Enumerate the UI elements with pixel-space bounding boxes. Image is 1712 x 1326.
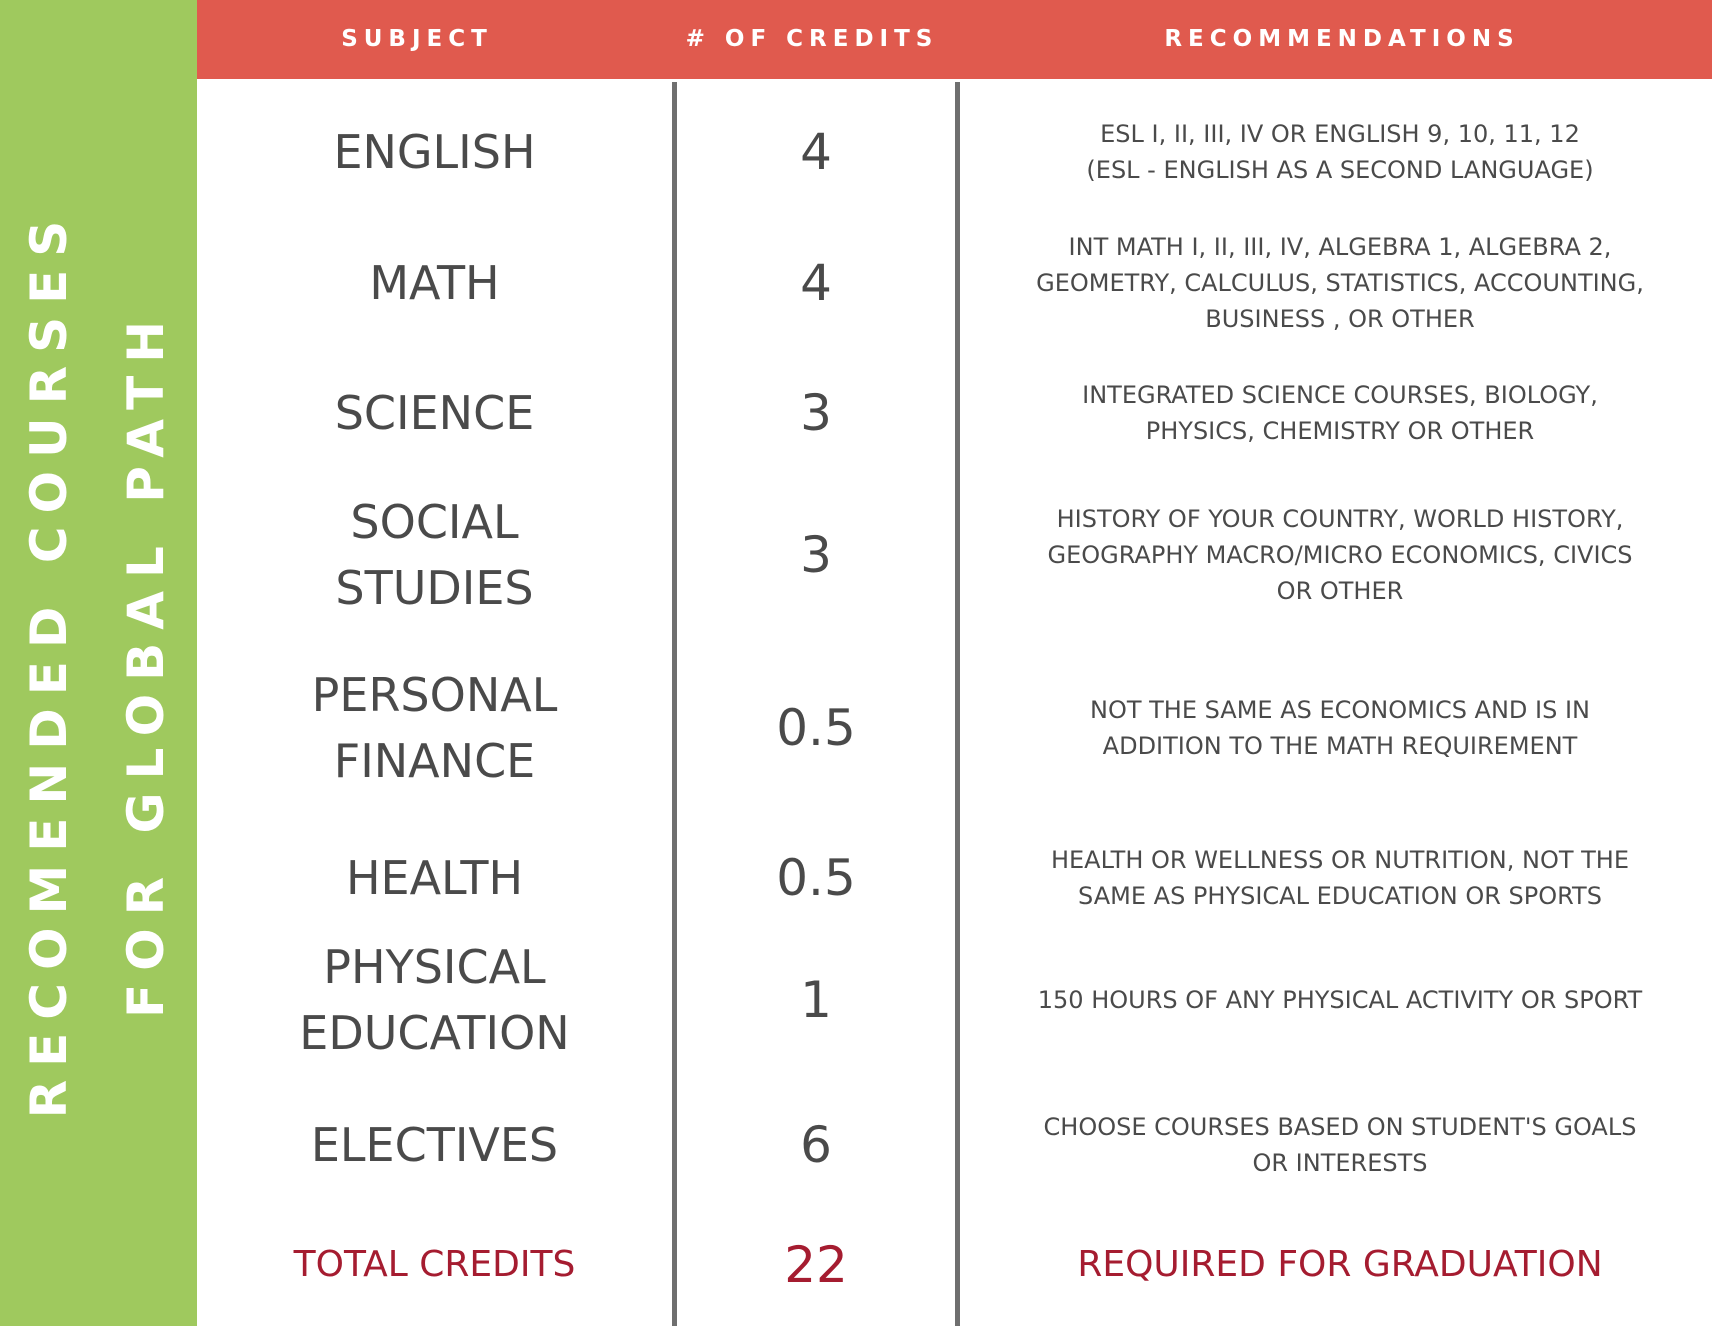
table-row bbox=[197, 475, 1712, 635]
row-subject bbox=[197, 815, 672, 940]
table-row bbox=[197, 350, 1712, 475]
table-row bbox=[197, 215, 1712, 350]
header-credits: # OF CREDITS bbox=[685, 26, 939, 52]
row-recommendation bbox=[980, 215, 1700, 350]
total-subject: TOTAL CREDITS bbox=[293, 1244, 576, 1285]
row-recommendation-line: HISTORY OF YOUR COUNTRY, WORLD HISTORY, bbox=[1056, 505, 1624, 533]
row-subject-line: HEALTH bbox=[345, 850, 524, 905]
row-subject-line: MATH bbox=[369, 255, 500, 310]
sidebar-title-line2: FOR GLOBAL PATH bbox=[117, 307, 175, 1019]
row-subject bbox=[197, 92, 672, 212]
row-recommendation-line: ADDITION TO THE MATH REQUIREMENT bbox=[1102, 731, 1578, 760]
table-header bbox=[197, 0, 1712, 79]
total-recommendation: REQUIRED FOR GRADUATION bbox=[1077, 1244, 1603, 1285]
table-row bbox=[197, 640, 1712, 815]
row-subject bbox=[197, 640, 672, 815]
total-credits: 22 bbox=[784, 1236, 848, 1294]
row-recommendation bbox=[980, 930, 1700, 1070]
row-recommendation-line: OR OTHER bbox=[1276, 577, 1404, 605]
table-row bbox=[197, 815, 1712, 940]
row-recommendation-line: SAME AS PHYSICAL EDUCATION OR SPORTS bbox=[1078, 881, 1602, 910]
row-subject-line: FINANCE bbox=[333, 733, 536, 788]
row-subject-line: PERSONAL bbox=[311, 667, 558, 722]
row-recommendation-line: HEALTH OR WELLNESS OR NUTRITION, NOT THE bbox=[1050, 845, 1630, 874]
row-recommendation-line: BUSINESS , OR OTHER bbox=[1205, 304, 1475, 333]
row-recommendation-line: INTEGRATED SCIENCE COURSES, BIOLOGY, bbox=[1082, 380, 1598, 409]
row-credits: 1 bbox=[800, 971, 832, 1029]
total-row bbox=[197, 1210, 1712, 1320]
row-credits: 4 bbox=[800, 253, 832, 312]
row-subject bbox=[197, 1085, 672, 1205]
row-subject-line: ENGLISH bbox=[333, 125, 536, 179]
row-subject-line: EDUCATION bbox=[299, 1006, 570, 1060]
row-credits: 6 bbox=[800, 1116, 832, 1174]
row-credits: 3 bbox=[800, 383, 832, 442]
row-subject bbox=[197, 930, 672, 1070]
sidebar-banner bbox=[0, 0, 197, 1326]
row-credits: 4 bbox=[800, 123, 832, 181]
table-row bbox=[197, 1085, 1712, 1205]
row-recommendation bbox=[980, 350, 1700, 475]
row-recommendation bbox=[980, 815, 1700, 940]
row-subject-line: SOCIAL bbox=[350, 495, 519, 549]
row-recommendation bbox=[980, 1085, 1700, 1205]
sidebar-title-line1: RECOMENDED COURSES bbox=[20, 207, 78, 1119]
header-recommendations: RECOMMENDATIONS bbox=[1164, 26, 1520, 52]
row-subject-line: STUDIES bbox=[335, 561, 534, 615]
row-recommendation-line: OR INTERESTS bbox=[1252, 1149, 1428, 1177]
row-recommendation-line: NOT THE SAME AS ECONOMICS AND IS IN bbox=[1089, 695, 1591, 724]
row-credits: 3 bbox=[800, 526, 832, 584]
header-subject: SUBJECT bbox=[341, 26, 493, 52]
row-recommendation bbox=[980, 475, 1700, 635]
row-recommendation bbox=[980, 92, 1700, 212]
row-recommendation-line: GEOGRAPHY MACRO/MICRO ECONOMICS, CIVICS bbox=[1047, 541, 1633, 569]
row-recommendation-line: CHOOSE COURSES BASED ON STUDENT'S GOALS bbox=[1043, 1113, 1637, 1141]
row-recommendation-line: (ESL - ENGLISH AS A SECOND LANGUAGE) bbox=[1086, 156, 1594, 184]
row-subject bbox=[197, 215, 672, 350]
row-subject-line: SCIENCE bbox=[334, 385, 535, 440]
row-recommendation bbox=[980, 640, 1700, 815]
sidebar-title bbox=[1, 133, 195, 1193]
row-recommendation-line: ESL I, II, III, IV OR ENGLISH 9, 10, 11, 12 bbox=[1100, 120, 1580, 148]
row-recommendation-line: PHYSICS, CHEMISTRY OR OTHER bbox=[1145, 416, 1535, 445]
row-recommendation-line: INT MATH I, II, III, IV, ALGEBRA 1, ALGEBRA 2, bbox=[1068, 232, 1612, 261]
row-subject-line: PHYSICAL bbox=[323, 940, 546, 994]
row-subject bbox=[197, 475, 672, 635]
row-credits: 0.5 bbox=[776, 698, 856, 757]
row-subject bbox=[197, 350, 672, 475]
table-row bbox=[197, 92, 1712, 212]
row-subject-line: ELECTIVES bbox=[310, 1118, 559, 1172]
row-credits: 0.5 bbox=[776, 848, 856, 907]
table-row bbox=[197, 930, 1712, 1070]
row-recommendation-line: 150 HOURS OF ANY PHYSICAL ACTIVITY OR SPORT bbox=[1037, 986, 1643, 1014]
row-recommendation-line: GEOMETRY, CALCULUS, STATISTICS, ACCOUNTING, bbox=[1036, 268, 1644, 297]
